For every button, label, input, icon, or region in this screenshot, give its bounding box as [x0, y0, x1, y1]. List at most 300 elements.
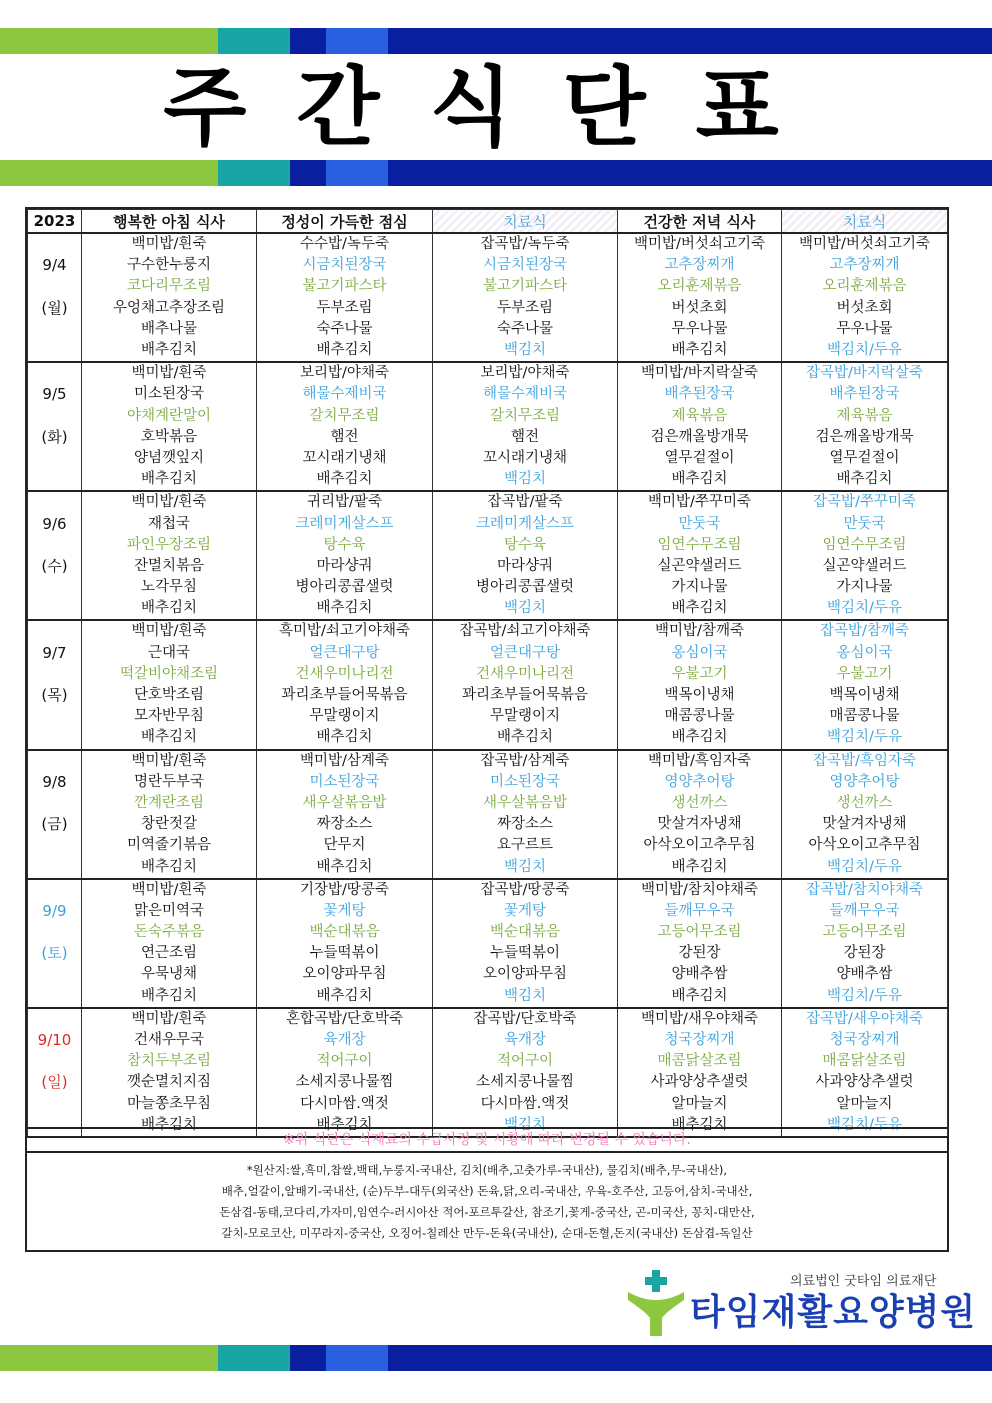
- menu-row: [28, 620, 948, 642]
- menu-item: 백미밥/흰죽: [82, 1008, 257, 1030]
- menu-item: 무말랭이지: [433, 706, 618, 727]
- menu-item: 구수한누룽지: [82, 255, 257, 276]
- day-cell: [28, 727, 82, 749]
- day-date: 9/9: [28, 901, 82, 922]
- menu-item: 백김치/두유: [782, 856, 948, 878]
- menu-item: 얼큰대구탕: [257, 643, 433, 664]
- menu-item: 재첩국: [82, 513, 257, 534]
- menu-item: 매콤콩나물: [618, 706, 782, 727]
- menu-item: 백김치: [433, 598, 618, 620]
- menu-item: 잡곡밥/팥죽: [433, 491, 618, 513]
- menu-item: 백미밥/흰죽: [82, 491, 257, 513]
- lunch-header: 정성이 가득한 점심: [257, 210, 433, 234]
- menu-item: 호박볶음: [82, 427, 257, 448]
- menu-item: 양배추쌈: [618, 964, 782, 985]
- menu-item: 배추김치: [257, 986, 433, 1008]
- day-weekday: (토): [28, 943, 82, 964]
- menu-row: [28, 340, 948, 362]
- menu-item: 백미밥/새우야채죽: [618, 1008, 782, 1030]
- menu-item: 우엉채고추장조림: [82, 298, 257, 319]
- day-cell: [28, 340, 82, 362]
- menu-item: 배추김치: [257, 856, 433, 878]
- menu-row: [28, 922, 948, 943]
- day-cell: [28, 706, 82, 727]
- menu-row: [28, 384, 948, 405]
- menu-item: 맛살겨자냉채: [618, 814, 782, 835]
- menu-item: 야채계란말이: [82, 406, 257, 427]
- menu-item: 청국장찌개: [782, 1030, 948, 1051]
- menu-row: [28, 491, 948, 513]
- menu-item: 강된장: [618, 943, 782, 964]
- menu-table: [27, 209, 948, 1138]
- day-weekday: (금): [28, 814, 82, 835]
- day-cell: [28, 233, 82, 255]
- menu-item: 백미밥/흰죽: [82, 620, 257, 642]
- menu-item: 아삭오이고추무침: [618, 835, 782, 856]
- menu-item: 짜장소스: [257, 814, 433, 835]
- menu-row: [28, 772, 948, 793]
- day-weekday: (수): [28, 556, 82, 577]
- menu-item: 마늘쫑초무침: [82, 1094, 257, 1115]
- menu-item: 돈숙주볶음: [82, 922, 257, 943]
- menu-item: 매콤닭살조림: [782, 1051, 948, 1072]
- origin-line: 갈치-모로코산, 미꾸라지-중국산, 오징어-칠레산 만두-돈육(국내산), 순대-돈혈,돈지(국내산) 돈삼겹-독일산: [221, 1226, 753, 1240]
- menu-item: 실곤약샐러드: [618, 556, 782, 577]
- menu-item: 두부조림: [257, 298, 433, 319]
- menu-item: 잡곡밥/땅콩죽: [433, 879, 618, 901]
- menu-row: [28, 685, 948, 706]
- menu-item: 백김치/두유: [782, 598, 948, 620]
- menu-item: 떡갈비야채조림: [82, 664, 257, 685]
- menu-item: 고추장찌개: [618, 255, 782, 276]
- menu-item: 적어구이: [433, 1051, 618, 1072]
- menu-item: 미소된장국: [257, 772, 433, 793]
- menu-item: 백미밥/흰죽: [82, 750, 257, 772]
- day-cell: [28, 835, 82, 856]
- menu-item: 숙주나물: [257, 319, 433, 340]
- menu-item: 생선까스: [618, 793, 782, 814]
- menu-item: 백김치/두유: [782, 727, 948, 749]
- day-cell: [28, 1051, 82, 1072]
- menu-item: 잡곡밥/단호박죽: [433, 1008, 618, 1030]
- menu-item: 깐계란조림: [82, 793, 257, 814]
- menu-item: 열무겉절이: [782, 448, 948, 469]
- day-cell: [28, 879, 82, 901]
- menu-item: 영양추어탕: [782, 772, 948, 793]
- menu-item: 혼합곡밥/단호박죽: [257, 1008, 433, 1030]
- day-date: 9/4: [28, 255, 82, 276]
- foundation-name: 의료법인 굿타임 의료재단: [790, 1274, 937, 1289]
- menu-item: 불고기파스타: [433, 276, 618, 297]
- menu-item: 보리밥/야채죽: [433, 362, 618, 384]
- menu-row: [28, 427, 948, 448]
- menu-item: 알마늘지: [618, 1094, 782, 1115]
- menu-item: 꽃게탕: [433, 901, 618, 922]
- menu-item: 양배추쌈: [782, 964, 948, 985]
- menu-row: [28, 750, 948, 772]
- menu-item: 해물수제비국: [433, 384, 618, 405]
- hospital-name: 타임재활요양병원: [690, 1292, 977, 1333]
- menu-item: 백김치: [433, 986, 618, 1008]
- menu-item: 건새우미나리전: [257, 664, 433, 685]
- menu-row: [28, 943, 948, 964]
- menu-row: [28, 706, 948, 727]
- menu-item: 배추된장국: [782, 384, 948, 405]
- menu-item: 매콤콩나물: [782, 706, 948, 727]
- menu-item: 꼬시래기냉채: [433, 448, 618, 469]
- menu-item: 백미밥/버섯쇠고기죽: [618, 233, 782, 255]
- menu-item: 잡곡밥/녹두죽: [433, 233, 618, 255]
- menu-item: 배추김치: [618, 598, 782, 620]
- menu-item: 백미밥/흰죽: [82, 233, 257, 255]
- menu-item: 배추김치: [618, 727, 782, 749]
- menu-item: 오이양파무침: [257, 964, 433, 985]
- menu-item: 백미밥/흰죽: [82, 362, 257, 384]
- menu-item: 우묵냉채: [82, 964, 257, 985]
- menu-item: 햄전: [433, 427, 618, 448]
- menu-item: 무우나물: [782, 319, 948, 340]
- menu-item: 다시마쌈.액젓: [433, 1094, 618, 1115]
- menu-item: 꽃게탕: [257, 901, 433, 922]
- menu-item: 사과양상추샐럿: [782, 1072, 948, 1093]
- menu-item: 적어구이: [257, 1051, 433, 1072]
- menu-item: 육개장: [433, 1030, 618, 1051]
- menu-item: 불고기파스타: [257, 276, 433, 297]
- menu-row: [28, 298, 948, 319]
- menu-item: 소세지콩나물찜: [257, 1072, 433, 1093]
- day-cell: [28, 535, 82, 556]
- menu-item: 가지나물: [618, 577, 782, 598]
- menu-item: 백미밥/참깨죽: [618, 620, 782, 642]
- menu-item: 들깨무우국: [782, 901, 948, 922]
- menu-item: 백미밥/삼계죽: [257, 750, 433, 772]
- diet1-header: 치료식: [433, 210, 618, 234]
- menu-item: 건새우무국: [82, 1030, 257, 1051]
- day-cell: [28, 793, 82, 814]
- menu-item: 배추김치: [257, 598, 433, 620]
- menu-item: 오이양파무침: [433, 964, 618, 985]
- menu-item: 모자반무침: [82, 706, 257, 727]
- menu-item: 백목이냉채: [782, 685, 948, 706]
- menu-item: 오리훈제볶음: [782, 276, 948, 297]
- menu-item: 제육볶음: [618, 406, 782, 427]
- menu-item: 크레미게살스프: [257, 513, 433, 534]
- menu-item: 배추김치: [782, 469, 948, 491]
- dinner-header: 건강한 저녁 식사: [618, 210, 782, 234]
- menu-row: [28, 276, 948, 297]
- menu-item: 고등어무조림: [618, 922, 782, 943]
- diet2-header: 치료식: [782, 210, 948, 234]
- menu-item: 배추김치: [82, 1115, 257, 1137]
- menu-row: [28, 793, 948, 814]
- mid-stripe: [0, 160, 992, 186]
- breakfast-header: 행복한 아침 식사: [82, 210, 257, 234]
- menu-item: 배추김치: [257, 469, 433, 491]
- menu-item: 누들떡볶이: [433, 943, 618, 964]
- menu-item: 다시마쌈.액젓: [257, 1094, 433, 1115]
- menu-row: [28, 255, 948, 276]
- menu-row: [28, 1094, 948, 1115]
- menu-row: [28, 814, 948, 835]
- menu-item: 아삭오이고추무침: [782, 835, 948, 856]
- menu-row: [28, 362, 948, 384]
- menu-item: 검은깨올방개묵: [618, 427, 782, 448]
- menu-row: [28, 879, 948, 901]
- day-cell: [28, 448, 82, 469]
- menu-item: 배추김치: [618, 340, 782, 362]
- menu-item: 배추김치: [618, 986, 782, 1008]
- menu-item: 명란두부국: [82, 772, 257, 793]
- menu-item: 꼬시래기냉채: [257, 448, 433, 469]
- menu-row: [28, 1008, 948, 1030]
- menu-item: 백김치/두유: [782, 1115, 948, 1137]
- menu-item: 단무지: [257, 835, 433, 856]
- day-date: 9/10: [28, 1030, 82, 1051]
- menu-item: 배추김치: [618, 1115, 782, 1137]
- menu-item: 잡곡밥/쭈꾸미죽: [782, 491, 948, 513]
- day-cell: [28, 319, 82, 340]
- menu-item: 백김치: [433, 1115, 618, 1137]
- menu-item: 생선까스: [782, 793, 948, 814]
- menu-item: 갈치무조림: [433, 406, 618, 427]
- menu-row: [28, 901, 948, 922]
- day-cell: [28, 362, 82, 384]
- menu-item: 노각무침: [82, 577, 257, 598]
- menu-row: [28, 556, 948, 577]
- menu-item: 배추김치: [82, 986, 257, 1008]
- menu-item: 배추김치: [433, 727, 618, 749]
- menu-item: 창란젓갈: [82, 814, 257, 835]
- origin-line: 돈삼겹-동태,코다리,가자미,임연수-러시아산 적어-포르투갈산, 참조기,꽃게-중국산, 곤-미국산, 꽁치-대만산,: [219, 1205, 755, 1219]
- menu-item: 고추장찌개: [782, 255, 948, 276]
- menu-item: 무우나물: [618, 319, 782, 340]
- menu-row: [28, 856, 948, 878]
- menu-item: 백미밥/흑임자죽: [618, 750, 782, 772]
- top-stripe: [0, 28, 992, 54]
- change-notice: ※위 식단은 식재료의 수급사정 및 시황에 따라 변경될 수 있습니다.: [27, 1127, 947, 1153]
- menu-item: 잡곡밥/쇠고기야채죽: [433, 620, 618, 642]
- menu-item: 백김치: [433, 340, 618, 362]
- menu-item: 보리밥/야채죽: [257, 362, 433, 384]
- day-cell: [28, 620, 82, 642]
- menu-row: [28, 448, 948, 469]
- menu-item: 크레미게살스프: [433, 513, 618, 534]
- origin-line: 배추,얼갈이,알배기-국내산, (순)두부-대두(외국산) 돈육,닭,오리-국내산, 우육-호주산, 고등어,삼치-국내산,: [221, 1184, 753, 1198]
- menu-item: 미소된장국: [82, 384, 257, 405]
- menu-item: 영양추어탕: [618, 772, 782, 793]
- menu-item: 시금치된장국: [257, 255, 433, 276]
- day-cell: [28, 469, 82, 491]
- menu-row: [28, 986, 948, 1008]
- menu-item: 백김치/두유: [782, 340, 948, 362]
- menu-item: 배추김치: [257, 340, 433, 362]
- menu-row: [28, 727, 948, 749]
- menu-item: 배추김치: [82, 727, 257, 749]
- menu-item: 무말랭이지: [257, 706, 433, 727]
- bottom-stripe: [0, 1345, 992, 1371]
- menu-item: 배추김치: [618, 469, 782, 491]
- menu-item: 짜장소스: [433, 814, 618, 835]
- menu-item: 가지나물: [782, 577, 948, 598]
- menu-item: 잡곡밥/삼계죽: [433, 750, 618, 772]
- menu-item: 새우살볶음밥: [433, 793, 618, 814]
- day-date: 9/7: [28, 643, 82, 664]
- year-header: 2023: [28, 210, 82, 234]
- menu-row: [28, 513, 948, 534]
- header-row: [28, 210, 948, 234]
- menu-item: 잡곡밥/바지락살죽: [782, 362, 948, 384]
- menu-row: [28, 577, 948, 598]
- menu-item: 검은깨올방개묵: [782, 427, 948, 448]
- menu-item: 백김치/두유: [782, 986, 948, 1008]
- menu-row: [28, 1051, 948, 1072]
- menu-row: [28, 233, 948, 255]
- menu-item: 귀리밥/팥죽: [257, 491, 433, 513]
- menu-item: 백미밥/참치야채죽: [618, 879, 782, 901]
- day-weekday: (일): [28, 1072, 82, 1093]
- menu-item: 백미밥/쭈꾸미죽: [618, 491, 782, 513]
- menu-item: 배추김치: [257, 727, 433, 749]
- menu-row: [28, 964, 948, 985]
- menu-item: 알마늘지: [782, 1094, 948, 1115]
- menu-item: 갈치무조림: [257, 406, 433, 427]
- menu-item: 맛살겨자냉채: [782, 814, 948, 835]
- menu-item: 백미밥/버섯쇠고기죽: [782, 233, 948, 255]
- origin-line: *원산지:쌀,흑미,찹쌀,백태,누룽지-국내산, 김치(배추,고춧가루-국내산), 물김치(배추,무-국내산),: [246, 1163, 728, 1177]
- day-date: 9/5: [28, 384, 82, 405]
- menu-item: 배추김치: [82, 469, 257, 491]
- day-weekday: (월): [28, 298, 82, 319]
- menu-item: 강된장: [782, 943, 948, 964]
- menu-item: 양념깻잎지: [82, 448, 257, 469]
- menu-item: 백순대볶음: [433, 922, 618, 943]
- menu-item: 잡곡밥/새우야채죽: [782, 1008, 948, 1030]
- day-weekday: (목): [28, 685, 82, 706]
- day-weekday: (화): [28, 427, 82, 448]
- menu-row: [28, 319, 948, 340]
- day-cell: [28, 491, 82, 513]
- menu-item: 우불고기: [782, 664, 948, 685]
- menu-item: 탕수육: [257, 535, 433, 556]
- menu-item: 육개장: [257, 1030, 433, 1051]
- menu-row: [28, 406, 948, 427]
- menu-item: 열무겉절이: [618, 448, 782, 469]
- menu-item: 탕수육: [433, 535, 618, 556]
- menu-item: 건새우미나리전: [433, 664, 618, 685]
- menu-item: 버섯초회: [782, 298, 948, 319]
- menu-item: 배추김치: [82, 340, 257, 362]
- menu-item: 매콤닭살조림: [618, 1051, 782, 1072]
- day-cell: [28, 986, 82, 1008]
- menu-item: 배추김치: [257, 1115, 433, 1137]
- menu-item: 백순대볶음: [257, 922, 433, 943]
- day-cell: [28, 964, 82, 985]
- menu-item: 백목이냉채: [618, 685, 782, 706]
- menu-item: 꽈리초부들어묵볶음: [433, 685, 618, 706]
- menu-item: 배추된장국: [618, 384, 782, 405]
- menu-item: 옹심이국: [782, 643, 948, 664]
- day-cell: [28, 1094, 82, 1115]
- menu-item: 기장밥/땅콩죽: [257, 879, 433, 901]
- origin-info: [60, 1160, 914, 1244]
- menu-item: 잡곡밥/참치야채죽: [782, 879, 948, 901]
- menu-item: 배추김치: [618, 856, 782, 878]
- day-date: 9/8: [28, 772, 82, 793]
- menu-item: 해물수제비국: [257, 384, 433, 405]
- menu-item: 단호박조림: [82, 685, 257, 706]
- menu-item: 숙주나물: [433, 319, 618, 340]
- menu-item: 마라샹궈: [433, 556, 618, 577]
- menu-item: 버섯초회: [618, 298, 782, 319]
- menu-item: 백미밥/바지락살죽: [618, 362, 782, 384]
- page-title: 주간식단표: [163, 58, 829, 158]
- menu-item: 병아리콩콥샐럿: [433, 577, 618, 598]
- menu-body: [28, 233, 948, 1137]
- menu-item: 파인우장조림: [82, 535, 257, 556]
- menu-row: [28, 643, 948, 664]
- menu-item: 만둣국: [782, 513, 948, 534]
- menu-row: [28, 469, 948, 491]
- menu-item: 잡곡밥/참깨죽: [782, 620, 948, 642]
- menu-item: 임연수무조림: [782, 535, 948, 556]
- day-cell: [28, 922, 82, 943]
- menu-item: 배추나물: [82, 319, 257, 340]
- menu-item: 수수밥/녹두죽: [257, 233, 433, 255]
- menu-item: 병아리콩콥샐럿: [257, 577, 433, 598]
- menu-item: 만둣국: [618, 513, 782, 534]
- menu-item: 미역줄기볶음: [82, 835, 257, 856]
- day-cell: [28, 598, 82, 620]
- day-cell: [28, 664, 82, 685]
- menu-item: 백김치: [433, 469, 618, 491]
- menu-item: 두부조림: [433, 298, 618, 319]
- menu-item: 미소된장국: [433, 772, 618, 793]
- day-cell: [28, 406, 82, 427]
- menu-item: 들깨무우국: [618, 901, 782, 922]
- day-cell: [28, 750, 82, 772]
- menu-item: 근대국: [82, 643, 257, 664]
- menu-item: 오리훈제볶음: [618, 276, 782, 297]
- menu-item: 배추김치: [82, 598, 257, 620]
- menu-item: 요구르트: [433, 835, 618, 856]
- menu-item: 소세지콩나물찜: [433, 1072, 618, 1093]
- menu-item: 흑미밥/쇠고기야채죽: [257, 620, 433, 642]
- menu-item: 임연수무조림: [618, 535, 782, 556]
- menu-item: 연근조림: [82, 943, 257, 964]
- menu-item: 햄전: [257, 427, 433, 448]
- menu-item: 잡곡밥/흑임자죽: [782, 750, 948, 772]
- menu-item: 마라샹궈: [257, 556, 433, 577]
- menu-item: 잔멸치볶음: [82, 556, 257, 577]
- menu-row: [28, 835, 948, 856]
- menu-row: [28, 598, 948, 620]
- day-date: 9/6: [28, 513, 82, 534]
- menu-row: [28, 535, 948, 556]
- day-cell: [28, 276, 82, 297]
- menu-row: [28, 1030, 948, 1051]
- menu-item: 얼큰대구탕: [433, 643, 618, 664]
- menu-item: 시금치된장국: [433, 255, 618, 276]
- menu-item: 새우살볶음밥: [257, 793, 433, 814]
- menu-item: 실곤약샐러드: [782, 556, 948, 577]
- menu-item: 고등어무조림: [782, 922, 948, 943]
- menu-item: 백김치: [433, 856, 618, 878]
- menu-row: [28, 1072, 948, 1093]
- menu-item: 배추김치: [82, 856, 257, 878]
- day-cell: [28, 856, 82, 878]
- menu-item: 청국장찌개: [618, 1030, 782, 1051]
- menu-item: 깻순멸치지짐: [82, 1072, 257, 1093]
